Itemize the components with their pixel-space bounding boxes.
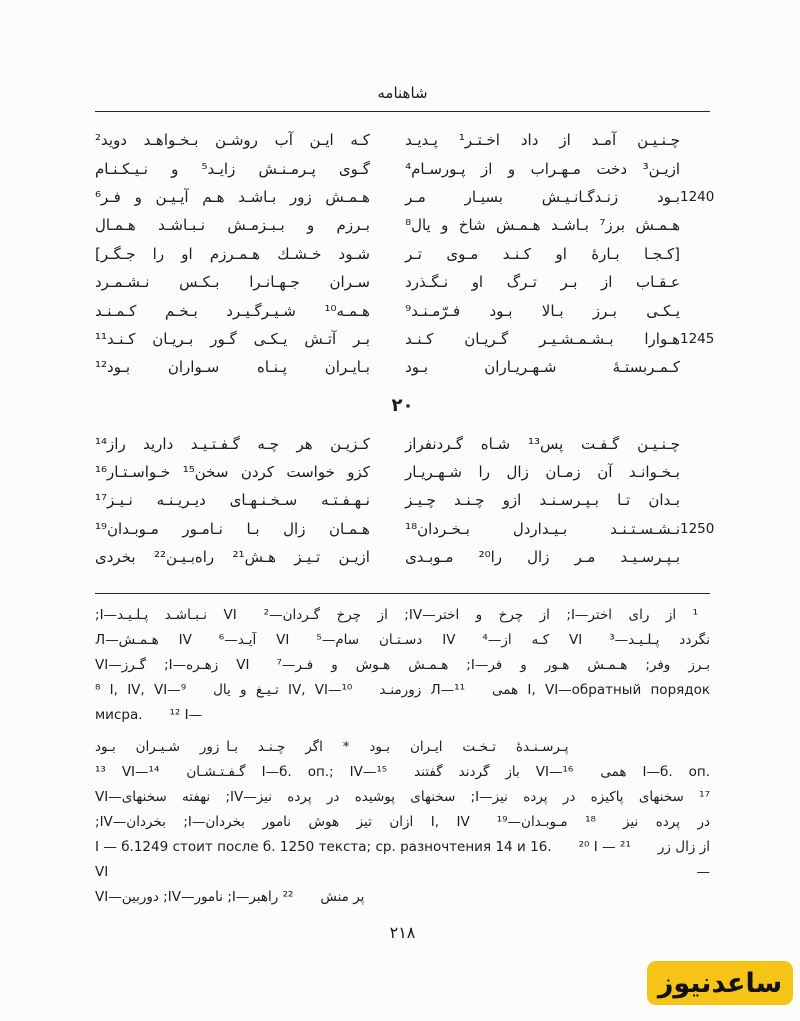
- footnote-line: ¹⁷ سخنهای پاكيزه در پرده نيز—I; سخنهای پوشيده در پرده نيز—IV; نهفته سخنهای—VI: [95, 789, 710, 806]
- footnote-line: پر منش ²² راهبر—I; نامور—IV; دوربين—VI: [95, 889, 365, 906]
- footnote-line: I — б.1249 стоит после б. 1250 текста; ср. разночтения 14 и 16. ²⁰ I — از زال زر ²¹ VI —: [95, 839, 710, 881]
- couplet-row: [95, 543, 680, 571]
- text-column: [95, 0, 715, 943]
- hemistich-left: سـران جـهـانـرا بـكـس نـشـمـرد: [95, 273, 370, 292]
- hemistich-right: يـكـى بـرز بـالا بـود فـرّمـنـد⁹: [405, 301, 680, 320]
- hemistich-right: [كـجـا بـارهٔ او كـنـد مـوی تـر: [405, 244, 680, 263]
- running-head: شاهنامه: [377, 84, 428, 102]
- couplet-row: [95, 353, 680, 381]
- couplet-row: [95, 183, 715, 211]
- hemistich-left: شـود خـشـك هـمـرزم او را جـگـر]: [95, 244, 370, 263]
- poem-block-2: [95, 430, 715, 572]
- hemistich-right: نـشـسـتـنـد بـيـداردل بـخـردان¹⁸: [405, 519, 680, 538]
- couplet-row: [95, 240, 680, 268]
- poem-block-1: [95, 126, 715, 382]
- footnote-line: نگردد پـلـيـد—VI ³ كـه از—IV ⁴ دسـتـان سام—VI ⁵ آيـد—IV ⁶ هـمـش—Л: [95, 632, 710, 649]
- hemistich-right: عـقـاب از بـر تـرگ او نـگـذرد: [405, 273, 680, 292]
- couplet-row: [95, 458, 680, 486]
- hemistich-left: گـوی پـرمـنـش زايـد⁵ و نـيـكـنـام: [95, 159, 370, 178]
- hemistich-left: بـايـران پـنـاه سـواران بـود¹²: [95, 358, 370, 377]
- watermark-badge: [647, 961, 793, 1005]
- hemistich-left: كـه ايـن آب روشـن بـخـواهـد دويد²: [95, 131, 370, 150]
- hemistich-left: بـرزم و بـبـزمـش نـبـاشـد هـمـال: [95, 216, 370, 235]
- hemistich-left: ازيـن تـيـز هـش²¹ راه‌بـيـن²² بخردی: [95, 548, 370, 567]
- hemistich-left: كـزيـن هر چـه گـفـتـيـد داريد راز¹⁴: [95, 434, 370, 453]
- hemistich-right: چـنـيـن آمـد از داد اخـتـر¹ پـديـد: [405, 131, 680, 150]
- footnote-line: بـرز وفر; هـمـش هـور و فر—I; هـمـش هـوش و فـر—VI ⁷ زهـره—I; گـرز—VI: [95, 657, 710, 674]
- hemistich-right: چـنـيـن گـفـت پس¹³ شـاه گـردنفراز: [405, 434, 681, 453]
- section-number: ۲۰: [391, 394, 414, 416]
- hemistich-right: ازيـن³ دخت مـهـراب و از پـورسـام⁴: [405, 159, 680, 178]
- couplet-row: [95, 486, 680, 514]
- hemistich-right: هـمـش برز⁷ بـاشـد هـمـش شاخ و يال⁸: [405, 216, 680, 235]
- footnote-separator-rule: [95, 593, 710, 594]
- couplet-row: [95, 126, 680, 154]
- couplet-row: [95, 296, 680, 324]
- apparatus-block-2: [95, 735, 710, 910]
- footnote-line: ¹³ VI—گـفـتـشـان ¹⁴ I—б. оп.; IV—باز گردند گفتند ¹⁵ VI—همی ¹⁶ I—б. оп.: [95, 764, 710, 781]
- hemistich-right: كـمـربستـهٔ شـهـريـاران بـود: [405, 358, 680, 377]
- couplet-row: [95, 325, 715, 353]
- hemistich-left: كزو خواست كردن سخن¹⁵ خـواسـتـار¹⁶: [95, 463, 370, 482]
- hemistich-left: بـر آتـش يـكـى گـور بـريـان كـنـد¹¹: [95, 329, 370, 348]
- footnote-line: мисра. ¹² I—: [95, 707, 203, 724]
- couplet-row: [95, 211, 680, 239]
- hemistich-right: بـپـرسـيـد مـر زال را²⁰ مـوبـدی: [405, 548, 680, 567]
- hemistich-left: نـهـفـتـه سـخـنـهـای ديـريـنـه نـيـز¹⁷: [95, 491, 370, 510]
- page-number: ۲۱۸: [389, 923, 416, 943]
- watermark-label: ساعدنیوز: [657, 967, 783, 999]
- hemistich-left: هـمـش زور بـاشـد هـم آيـيـن و فـر⁶: [95, 187, 370, 206]
- hemistich-right: هـوارا بـشـمـشـيـر گـريـان كـنـد: [405, 329, 680, 348]
- footnote-line: ⁸ I, IV, VI—تـيـغ و يال ⁹ IV, VI—زورمنـد ¹⁰ Л—همی ¹¹ I, VI—обратный порядок: [95, 682, 711, 699]
- hemistich-left: هـمـان زال بـا نـامـور مـوبـدان¹⁹: [95, 519, 370, 538]
- verse-number: 1240: [680, 188, 715, 205]
- footnote-line: ¹ از رای اختر—I; از چرخ و اختر—IV; از چرخ گـردان—VI ² نـبـاشـد پـلـيـد—I;: [95, 607, 698, 624]
- verse-number: 1245: [680, 330, 715, 347]
- verse-number: 1250: [680, 520, 715, 537]
- hemistich-right: بـود زنـدگـانـيـش بسيـار مـر: [405, 187, 680, 206]
- couplet-row: [95, 515, 715, 543]
- apparatus-block-1: [95, 603, 710, 728]
- header-rule: [95, 111, 710, 112]
- couplet-row: [95, 430, 680, 458]
- hemistich-right: بـخـوانـد آن زمـان زال را شـهـريـار: [405, 463, 680, 482]
- footnote-line: در پرده نيز ¹⁸ مـوبـدان—I, IV ¹⁹ ازان تيز هوش نامور بخردان—I; بخردان—IV;: [95, 814, 711, 831]
- hemistich-right: بـدان تـا بـپـرسـنـد ازو چـنـد چـيـز: [405, 491, 680, 510]
- couplet-row: [95, 268, 680, 296]
- couplet-row: [95, 154, 680, 182]
- hemistich-left: هـمـه¹⁰ شـيـرگـيـرد بـخـم كـمـنـد: [95, 301, 370, 320]
- footnote-verse-quote: پـرسـنـدهٔ تـخـت ايـران بـود * اگر چـنـد بـا زور شـيـران بـود: [95, 739, 569, 756]
